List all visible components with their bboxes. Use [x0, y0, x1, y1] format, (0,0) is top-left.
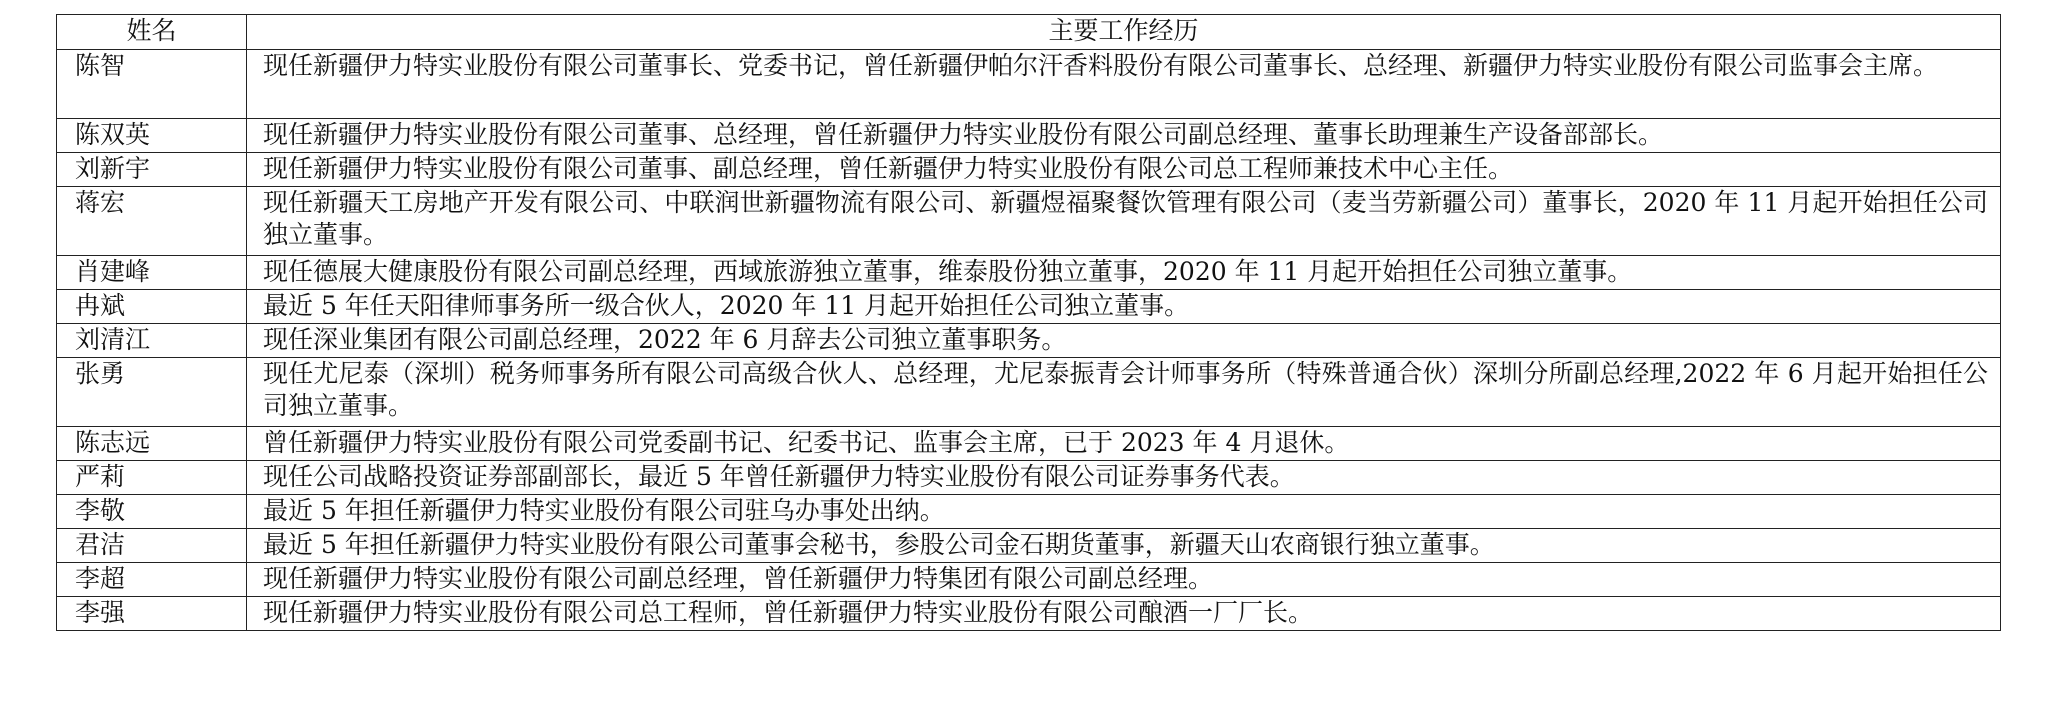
table-row: [57, 495, 2001, 529]
table-row: [57, 187, 2001, 256]
work-experience: 现任德展大健康股份有限公司副总经理，西域旅游独立董事，维泰股份独立董事，2020 年 11 月起开始担任公司独立董事。: [247, 256, 2001, 290]
person-name: 李敬: [57, 495, 247, 529]
person-name: 张勇: [57, 358, 247, 427]
table-row: [57, 427, 2001, 461]
person-name: 李强: [57, 597, 247, 631]
person-name: 蒋宏: [57, 187, 247, 256]
table-row: [57, 597, 2001, 631]
person-name: 陈双英: [57, 119, 247, 153]
person-name: 陈志远: [57, 427, 247, 461]
work-experience: 现任新疆伊力特实业股份有限公司董事长、党委书记，曾任新疆伊帕尔汗香料股份有限公司董事长、总经理、新疆伊力特实业股份有限公司监事会主席。: [247, 50, 2001, 119]
table-row: [57, 563, 2001, 597]
experience-table: [56, 14, 2001, 631]
person-name: 君洁: [57, 529, 247, 563]
work-experience: 现任深业集团有限公司副总经理，2022 年 6 月辞去公司独立董事职务。: [247, 324, 2001, 358]
table-row: [57, 324, 2001, 358]
person-name: 刘清江: [57, 324, 247, 358]
work-experience: 曾任新疆伊力特实业股份有限公司党委副书记、纪委书记、监事会主席，已于 2023 年 4 月退休。: [247, 427, 2001, 461]
experience-document: [56, 14, 2000, 631]
table-header-row: [57, 15, 2001, 50]
work-experience: 现任新疆伊力特实业股份有限公司总工程师，曾任新疆伊力特实业股份有限公司酿酒一厂厂长。: [247, 597, 2001, 631]
header-experience: 主要工作经历: [247, 15, 2001, 50]
table-row: [57, 529, 2001, 563]
work-experience: 现任新疆伊力特实业股份有限公司董事、副总经理，曾任新疆伊力特实业股份有限公司总工程师兼技术中心主任。: [247, 153, 2001, 187]
table-row: [57, 119, 2001, 153]
table-row: [57, 358, 2001, 427]
person-name: 肖建峰: [57, 256, 247, 290]
table-row: [57, 290, 2001, 324]
work-experience: 现任公司战略投资证券部副部长，最近 5 年曾任新疆伊力特实业股份有限公司证券事务代表。: [247, 461, 2001, 495]
work-experience: 现任尤尼泰（深圳）税务师事务所有限公司高级合伙人、总经理，尤尼泰振青会计师事务所（特殊普通合伙）深圳分所副总经理,2022 年 6 月起开始担任公司独立董事。: [247, 358, 2001, 427]
table-row: [57, 256, 2001, 290]
table-row: [57, 153, 2001, 187]
header-name: 姓名: [57, 15, 247, 50]
person-name: 冉斌: [57, 290, 247, 324]
work-experience: 现任新疆天工房地产开发有限公司、中联润世新疆物流有限公司、新疆煜福聚餐饮管理有限公司（麦当劳新疆公司）董事长，2020 年 11 月起开始担任公司独立董事。: [247, 187, 2001, 256]
table-row: [57, 461, 2001, 495]
person-name: 陈智: [57, 50, 247, 119]
person-name: 刘新宇: [57, 153, 247, 187]
person-name: 严莉: [57, 461, 247, 495]
table-row: [57, 50, 2001, 119]
work-experience: 现任新疆伊力特实业股份有限公司董事、总经理，曾任新疆伊力特实业股份有限公司副总经理、董事长助理兼生产设备部部长。: [247, 119, 2001, 153]
work-experience: 现任新疆伊力特实业股份有限公司副总经理，曾任新疆伊力特集团有限公司副总经理。: [247, 563, 2001, 597]
work-experience: 最近 5 年任天阳律师事务所一级合伙人，2020 年 11 月起开始担任公司独立董事。: [247, 290, 2001, 324]
work-experience: 最近 5 年担任新疆伊力特实业股份有限公司驻乌办事处出纳。: [247, 495, 2001, 529]
person-name: 李超: [57, 563, 247, 597]
work-experience: 最近 5 年担任新疆伊力特实业股份有限公司董事会秘书，参股公司金石期货董事，新疆天山农商银行独立董事。: [247, 529, 2001, 563]
